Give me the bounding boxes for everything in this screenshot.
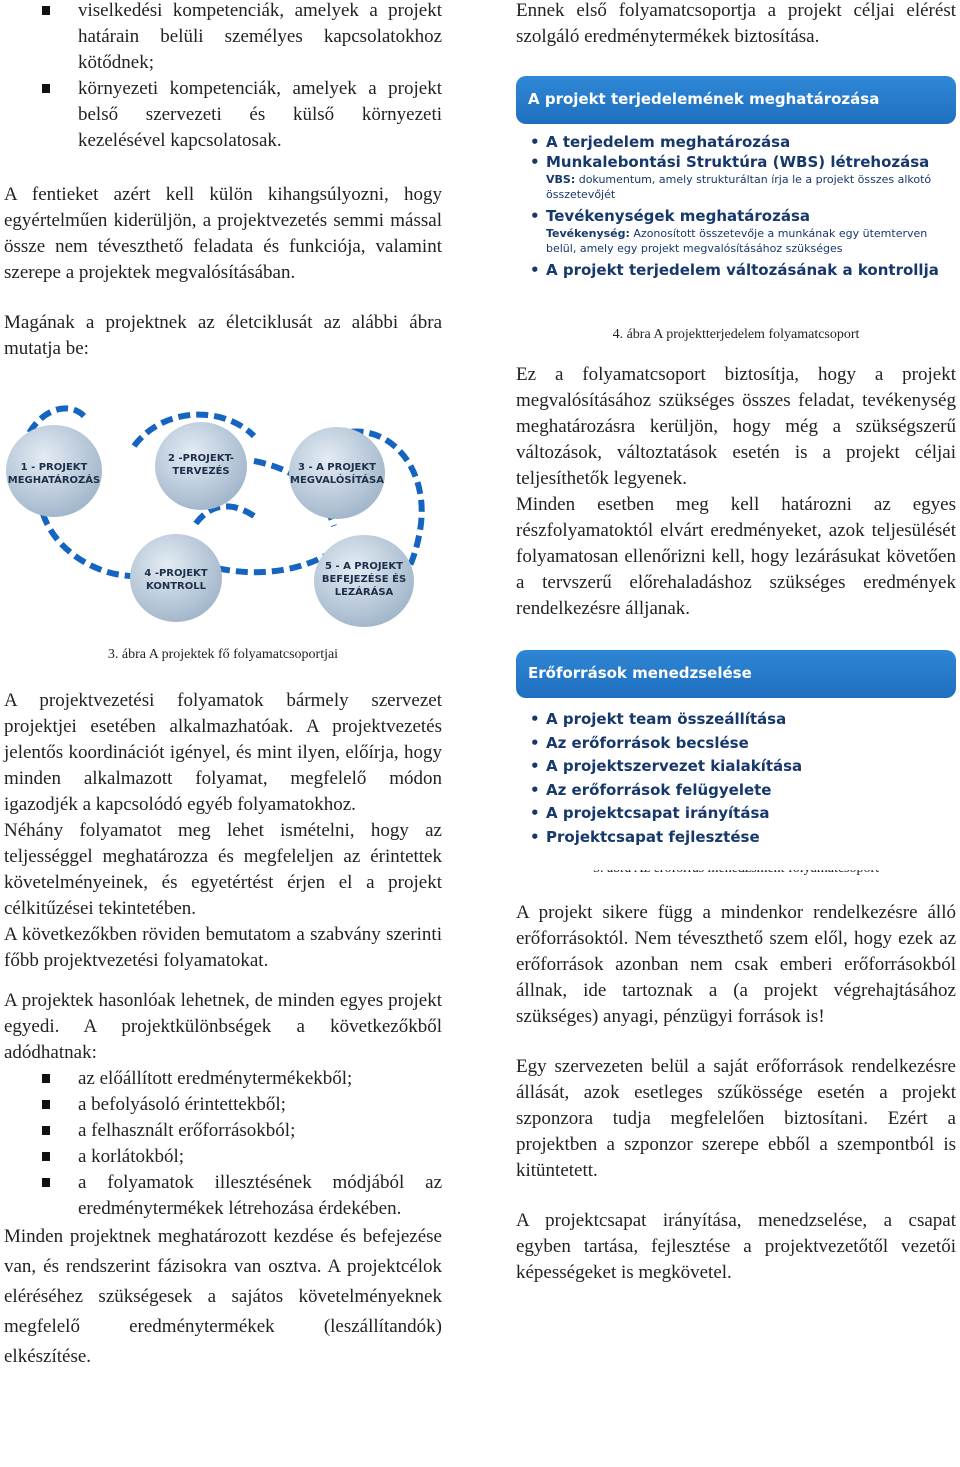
list-item: az előállított eredménytermékekből;	[4, 1066, 442, 1092]
box-title: A projekt terjedelemének meghatározása	[516, 76, 956, 124]
box-item: • A projekt team összeállítása	[546, 708, 944, 732]
phase2-line1: 2 -PROJEKT-	[168, 453, 234, 464]
phase3-line1: 3 - A PROJEKT	[298, 462, 376, 473]
phase1-line1: 1 - PROJEKT	[20, 462, 88, 473]
box-item: • A projektcsapat irányítása	[546, 802, 944, 826]
phase5-line1: 5 - A PROJEKT	[325, 561, 403, 572]
phase4-line2: KONTROLL	[146, 581, 206, 592]
paragraph: Néhány folyamatot meg lehet ismételni, hogy az teljességgel meghatározza és megfeleljen az érintettek követelményeinek, és egyetértést érjen el a projekt célkitűzései tekintetében.	[4, 820, 442, 919]
scope-box	[516, 76, 956, 316]
box-title: Erőforrások menedzselése	[516, 650, 956, 698]
paragraph: Minden esetben meg kell határozni az egyes részfolyamatoktól elvárt eredményeket, azok teljesülését folyamatosan ellenőrizni kell, hogy lezárásukat követően a tervszerű előrehaladáshoz szükséges eredmények rendelkezésre álljanak.	[516, 494, 956, 619]
phase4-line1: 4 -PROJEKT	[144, 568, 208, 579]
phase1-line2: MEGHATÁROZÁS	[7, 475, 101, 486]
paragraph: Ennek első folyamatcsoportja a projekt céljai elérést szolgáló eredménytermékek biztosítása.	[516, 0, 956, 47]
paragraph: A fentieket azért kell külön kihangsúlyozni, hogy egyértelműen kiderüljön, a projektvezetés semmi mással össze nem téveszthető feladata és funkciója, valamint szerepe a projektek megvalósításában.	[4, 184, 442, 283]
box-item: • Munkalebontási Struktúra (WBS) létrehozása	[546, 152, 944, 172]
box-item: • Tevékenységek meghatározása	[546, 206, 944, 226]
right-column	[516, 0, 956, 1286]
resource-box	[516, 650, 956, 870]
figure-caption: 3. ábra A projektek fő folyamatcsoportjai	[107, 647, 339, 662]
list-item: a felhasznált erőforrásokból;	[4, 1118, 442, 1144]
paragraph: A projektek hasonlóak lehetnek, de minden egyes projekt egyedi. A projektkülönbségek a következőkből adódhatnak:	[4, 990, 442, 1063]
phase5-line3: LEZÁRÁSA	[334, 587, 394, 598]
list-item: viselkedési kompetenciák, amelyek a projekt határain belüli személyes kapcsolatokhoz kötődnek;	[4, 0, 442, 76]
difference-list	[4, 1066, 442, 1222]
box-item: • A projektszervezet kialakítása	[546, 755, 944, 779]
list-item: a befolyásoló érintettekből;	[4, 1092, 442, 1118]
phase-circle	[289, 427, 385, 519]
competency-list	[4, 0, 442, 154]
phase5-line2: BEFEJEZÉSE ÉS	[321, 574, 407, 585]
paragraph: Ez a folyamatcsoport biztosítja, hogy a projekt megvalósításához szükséges összes feladat, tevékenység meghatározásra kerüljön, hogy még a szükségszerű változások, változtatások esetén is a projekt céljai teljesíthetők legyenek.	[516, 364, 956, 489]
paragraph: A projektcsapat irányítása, menedzselése, a csapat egyben tartása, fejlesztése a projektvezetőtől vezetői képességeket is megkövetel.	[516, 1210, 956, 1283]
box-item: • Az erőforrások felügyelete	[546, 779, 944, 803]
box-item: • A terjedelem meghatározása	[546, 132, 944, 152]
paragraph: A projekt sikere függ a mindenkor rendelkezésre álló erőforrásoktól. Nem téveszthető szem elől, hogy ezek az erőforrások azonban nem csak emberi erőforrásokból állnak, ide tartoznak a (a projekt végrehajtásához szükséges) anyagi, pénzügyi források is!	[516, 902, 956, 1027]
arrow	[209, 551, 334, 572]
phase3-line2: MEGVALÓSÍTÁSA	[290, 475, 384, 486]
paragraph: Minden projektnek meghatározott kezdése és befejezése van, és rendszerint fázisokra van osztva. A projektcélok eléréséhez szükségesek a sajátos követelményeknek megfelelő eredménytermékek (leszállítandók) elkészítése.	[4, 1226, 442, 1367]
list-item: a folyamatok illesztésének módjából az eredménytermékek létrehozása érdekében.	[4, 1170, 442, 1222]
box-item: • Projektcsapat fejlesztése	[546, 826, 944, 850]
paragraph: A következőkben röviden bemutatom a szabvány szerinti főbb projektvezetési folyamatokat.	[4, 924, 442, 971]
box-subtext: VBS: dokumentum, amely strukturáltan írja le a projekt összes alkotó összetevőjét	[546, 173, 932, 201]
lifecycle-diagram	[4, 376, 442, 638]
box-subtext: Tevékenység: Azonosított összetevője a munkának egy ütemterven belül, amely egy projekt megvalósításához szükséges	[546, 227, 928, 255]
figure-caption: 4. ábra A projektterjedelem folyamatcsoport	[612, 327, 860, 342]
paragraph: Egy szervezeten belül a saját erőforrások rendelkezésre állását, azok esetleges szűkössége esetén a projekt szponzora tudja megfelelően biztosítani. Ezért a projektben a szponzor szerepe ebből a szempontból is kitüntetett.	[516, 1056, 956, 1181]
list-item: a korlátokból;	[4, 1144, 442, 1170]
list-item: környezeti kompetenciák, amelyek a projekt belső szervezeti és külső környezeti kezelésével kapcsolatosak.	[4, 76, 442, 154]
lifecycle-figure	[4, 376, 442, 646]
paragraph: Magának a projektnek az életciklusát az alábbi ábra mutatja be:	[4, 312, 442, 359]
box-item: • Az erőforrások becslése	[546, 732, 944, 756]
box-item: • A projekt terjedelem változásának a kontrollja	[546, 260, 944, 280]
paragraph: A projektvezetési folyamatok bármely szervezet projektjei esetében alkalmazhatóak. A projektvezetés jelentős koordinációt igényel, és mint ilyen, előírja, hogy minden alkalmazott folyamat, megfelelő módon igazodjék a kapcsolódó egyéb folyamatokhoz.	[4, 690, 442, 815]
left-column	[4, 0, 442, 1372]
phase2-line2: TERVEZÉS	[172, 466, 230, 477]
